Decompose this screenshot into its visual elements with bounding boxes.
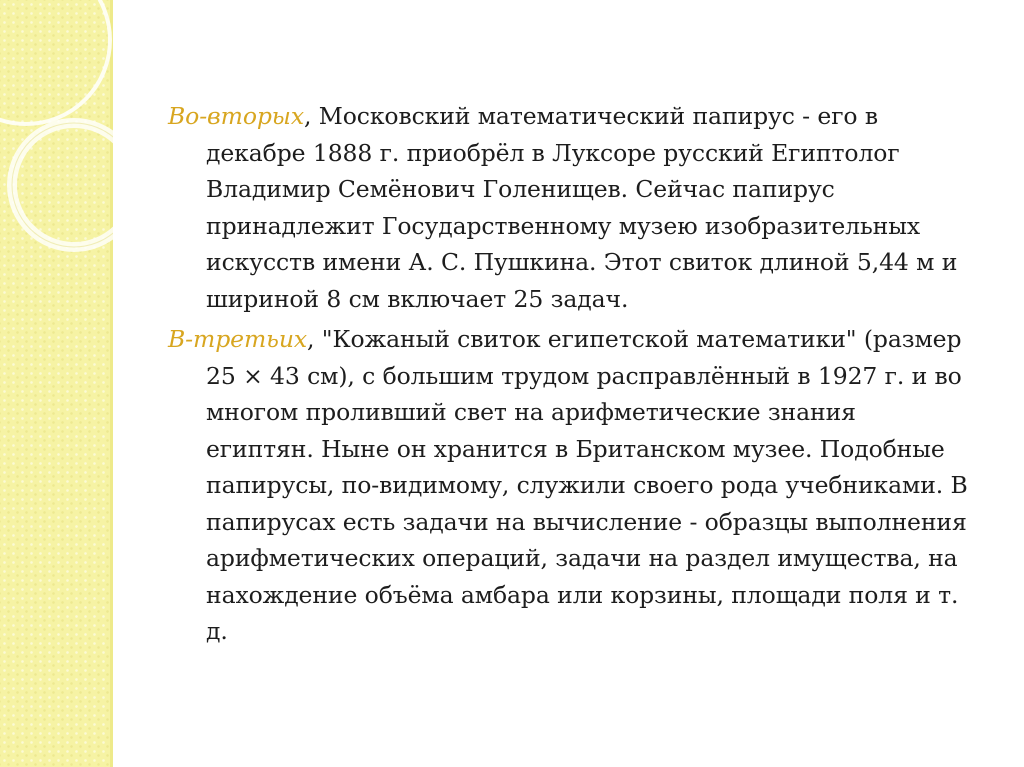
paragraph-text-second: , Московский математический папирус - его в декабре 1888 г. приобрёл в Луксоре русский Египтолог Владимир Семёнович Голенищев. Сейчас папирус принадлежит Государственному музею изобразительных искусств имени А. С. Пушкина. Этот свиток длиной 5,44 м и шириной 8 см включает 25 задач. [206,102,958,313]
paragraph-third [168,321,968,650]
paragraph-second [168,98,968,317]
decorative-rings [0,0,113,320]
paragraph-lead-third: В-третьих [168,325,308,353]
slide-content [168,98,968,654]
paragraph-text-third: , "Кожаный свиток египетской математики" (размер 25 × 43 см), с большим трудом расправлённый в 1927 г. и во многом проливший свет на арифметические знания египтян. Ныне он хранится в Британском музее. Подобные папирусы, по-видимому, служили своего рода учебниками. В папирусах есть задачи на вычисление - образцы выполнения арифметических операций, задачи на раздел имущества, на нахождение объёма амбара или корзины, площади поля и т. д. [206,325,968,645]
paragraph-lead-second: Во-вторых [168,102,305,130]
